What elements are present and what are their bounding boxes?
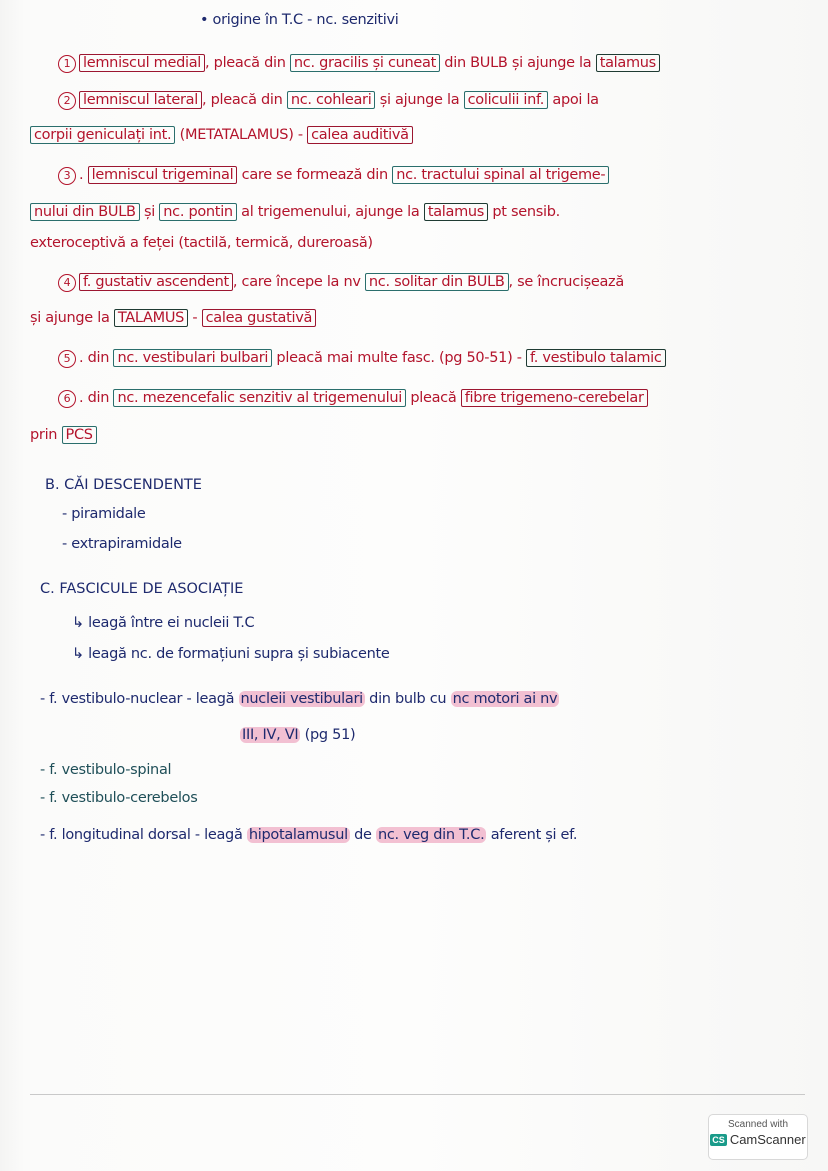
boxed-term: TALAMUS xyxy=(114,309,188,327)
note-text: - f. longitudinal dorsal - leagă xyxy=(40,827,247,843)
note-text: . xyxy=(79,167,88,183)
note-text: pleacă mai multe fasc. (pg 50-51) - xyxy=(272,350,526,366)
boxed-term: talamus xyxy=(596,54,660,72)
badge-caption: Scanned with xyxy=(727,1119,789,1130)
highlighted-text: nucleii vestibulari xyxy=(240,691,363,707)
note-text: • origine în T.C - nc. senzitivi xyxy=(200,12,399,28)
note-text: , pleacă din xyxy=(205,55,290,71)
note-line xyxy=(240,724,355,746)
note-line xyxy=(62,503,146,525)
note-line xyxy=(40,578,243,600)
note-text: (pg 51) xyxy=(300,727,356,743)
note-text: din bulb cu xyxy=(364,691,451,707)
note-line xyxy=(58,89,599,111)
boxed-term: calea gustativă xyxy=(202,309,317,327)
note-text: al trigemenului, ajunge la xyxy=(236,204,424,220)
boxed-term: PCS xyxy=(62,426,97,444)
note-line xyxy=(58,52,660,74)
note-text: și xyxy=(139,204,160,220)
camscanner-logo-icon: CS xyxy=(712,1134,725,1145)
note-text: aferent și ef. xyxy=(486,827,578,843)
note-line xyxy=(58,387,648,409)
note-text: . din xyxy=(79,390,114,406)
note-line xyxy=(40,824,577,846)
note-text: - piramidale xyxy=(62,506,146,522)
note-text: , pleacă din xyxy=(201,92,287,108)
boxed-term: corpii geniculați int. xyxy=(30,126,175,144)
item-number: 6 xyxy=(58,390,76,408)
note-line xyxy=(30,124,413,146)
note-text: ↳ leagă nc. de formațiuni supra și subiacente xyxy=(72,646,390,662)
item-number: 4 xyxy=(58,274,76,292)
boxed-term: nc. mezencefalic senzitiv al trigemenului xyxy=(113,389,406,407)
boxed-term: lemniscul medial xyxy=(79,54,205,72)
note-text: care se formează din xyxy=(237,167,393,183)
note-line xyxy=(30,424,97,446)
note-text: apoi la xyxy=(548,92,599,108)
note-line xyxy=(58,347,666,369)
note-text: - f. vestibulo-cerebelos xyxy=(40,790,198,806)
note-line xyxy=(72,612,254,634)
boxed-term: f. gustativ ascendent xyxy=(79,273,233,291)
boxed-term: fibre trigemeno-cerebelar xyxy=(461,389,648,407)
boxed-term: nc. pontin xyxy=(159,203,237,221)
note-line xyxy=(40,759,171,781)
item-number: 2 xyxy=(58,92,76,110)
highlighted-text: nc motori ai nv xyxy=(452,691,558,707)
note-line xyxy=(58,164,609,186)
note-text: pt sensib. xyxy=(488,204,560,220)
item-number: 5 xyxy=(58,350,76,368)
boxed-term: lemniscul lateral xyxy=(79,91,202,109)
highlighted-text: III, IV, VI xyxy=(242,727,299,743)
page-edge-line xyxy=(30,1094,805,1095)
note-line xyxy=(40,787,198,809)
note-text: și ajunge la xyxy=(375,92,464,108)
note-text: - xyxy=(188,310,202,326)
note-text: din BULB și ajunge la xyxy=(440,55,596,71)
boxed-term: nc. solitar din BULB xyxy=(365,273,509,291)
boxed-term: talamus xyxy=(424,203,488,221)
note-text: pleacă xyxy=(406,390,461,406)
note-text: - f. vestibulo-nuclear - leagă xyxy=(40,691,239,707)
boxed-term: nc. cohleari xyxy=(287,91,376,109)
note-text: , care începe la nv xyxy=(232,274,365,290)
note-text: și ajunge la xyxy=(30,310,114,326)
boxed-term: nc. tractului spinal al trigeme- xyxy=(392,166,609,184)
note-line xyxy=(58,271,624,293)
note-line xyxy=(72,643,389,665)
highlighted-text: hipotalamusul xyxy=(248,827,348,843)
highlighted-text: nc. veg din T.C. xyxy=(377,827,485,843)
boxed-term: calea auditivă xyxy=(307,126,413,144)
note-line xyxy=(200,9,399,31)
note-line xyxy=(30,232,373,254)
boxed-term: coliculii inf. xyxy=(464,91,548,109)
note-text: (METATALAMUS) - xyxy=(175,127,308,143)
note-text: ↳ leagă între ei nucleii T.C xyxy=(72,615,255,631)
note-text: , se încrucișează xyxy=(508,274,624,290)
section-heading: B. CĂI DESCENDENTE xyxy=(45,477,202,493)
note-line xyxy=(40,688,559,710)
note-text: prin xyxy=(30,427,62,443)
note-line xyxy=(62,533,182,555)
boxed-term: lemniscul trigeminal xyxy=(88,166,238,184)
boxed-term: nc. gracilis și cuneat xyxy=(290,54,440,72)
boxed-term: nului din BULB xyxy=(30,203,140,221)
boxed-term: f. vestibulo talamic xyxy=(526,349,666,367)
note-line xyxy=(30,307,316,329)
item-number: 1 xyxy=(58,55,76,73)
boxed-term: nc. vestibulari bulbari xyxy=(113,349,272,367)
note-line xyxy=(45,474,202,496)
camscanner-badge xyxy=(708,1114,808,1160)
item-number: 3 xyxy=(58,167,76,185)
note-text: exteroceptivă a feței (tactilă, termică, dureroasă) xyxy=(30,235,373,251)
note-line xyxy=(30,201,560,223)
note-text: - extrapiramidale xyxy=(62,536,182,552)
note-text: . din xyxy=(79,350,114,366)
section-heading: C. FASCICULE DE ASOCIAȚIE xyxy=(40,581,244,597)
note-text: de xyxy=(349,827,376,843)
badge-name: CamScanner xyxy=(729,1132,806,1147)
note-text: - f. vestibulo-spinal xyxy=(40,762,172,778)
